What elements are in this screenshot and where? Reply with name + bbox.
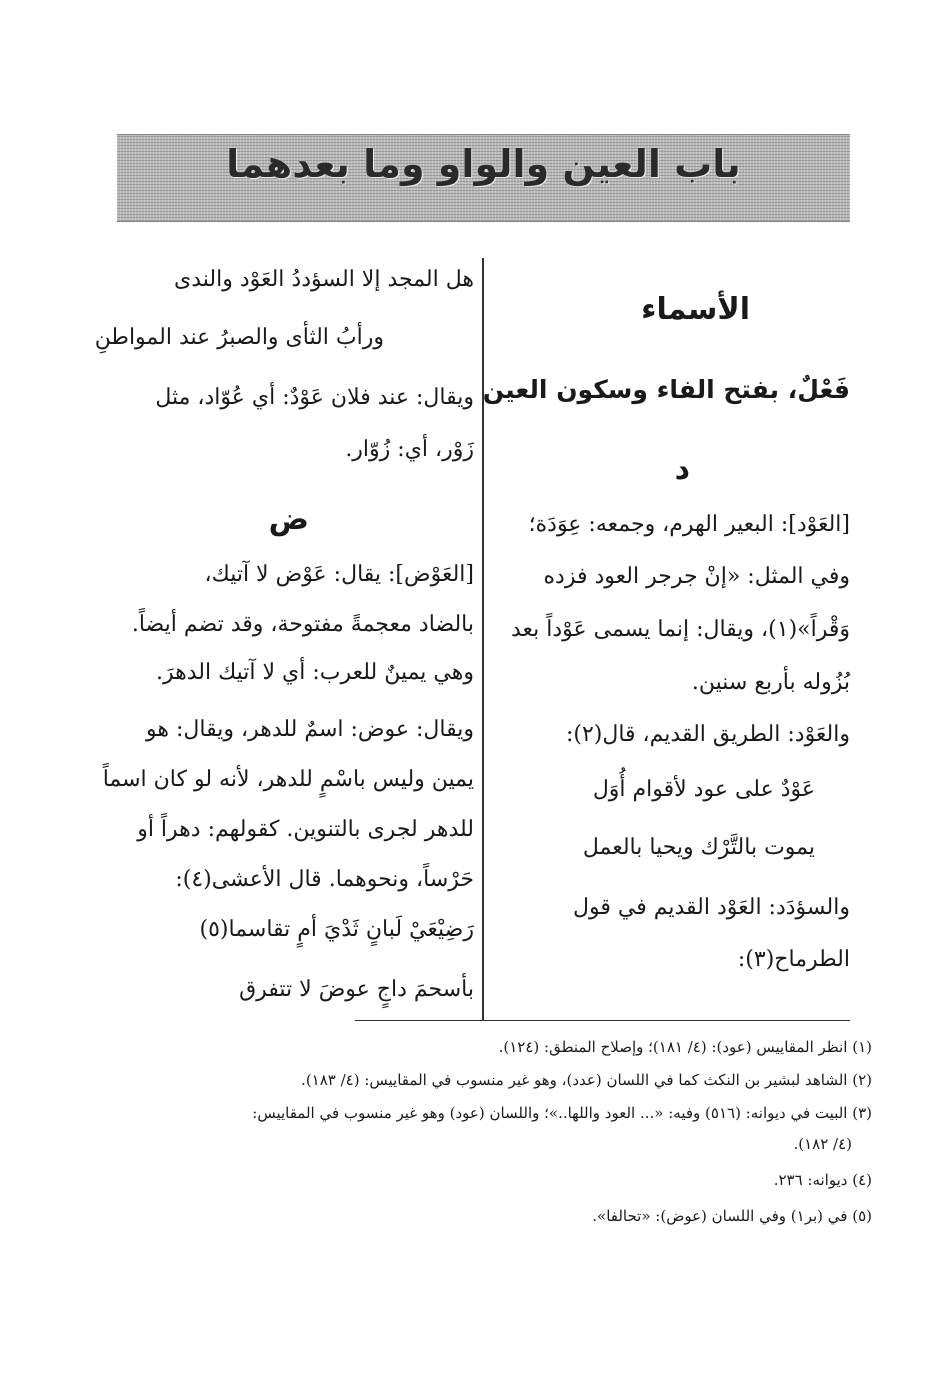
- entry-line: [العَوْد]: البعير الهرم، وجمعه: عِوَدَة؛: [528, 512, 850, 537]
- entry-line: حَرْساً، ونحوهما. قال الأعشى(٤):: [175, 867, 474, 892]
- entry-line: وفي المثل: «إنْ جرجر العود فزده: [543, 564, 850, 589]
- verse-line: بأسحمَ داجٍ عوضَ لا تتفرق: [239, 977, 474, 1002]
- verse-line: عَوْدٌ على عود لأقوام أُوَل: [592, 777, 815, 802]
- entry-line: بُزُوله بأربع سنين.: [691, 670, 850, 695]
- entry-line: ويقال: عوض: اسمٌ للدهر، ويقال: هو: [146, 717, 474, 742]
- entry-line: للدهر لجرى بالتنوين. كقولهم: دهراً أو: [137, 817, 474, 842]
- section-title: الأسماء: [641, 292, 750, 327]
- entry-line: يمين وليس باسْمٍ للدهر، لأنه لو كان اسماً: [102, 767, 474, 792]
- entry-line: الطرماح(٣):: [737, 947, 850, 972]
- entry-line: والعَوْد: الطريق القديم، قال(٢):: [565, 722, 850, 747]
- entry-line: زَوْر، أي: زُوّار.: [345, 437, 474, 462]
- entry-line: وَقْراً»(١)، ويقال: إنما يسمى عَوْداً بعد: [510, 617, 850, 642]
- verse-line: ورأبُ الثأى والصبرُ عند المواطنِ: [94, 325, 384, 350]
- letter-heading-dad: ض: [268, 502, 309, 537]
- footnote-rule: [355, 1020, 850, 1021]
- verse-line: هل المجد إلا السؤددُ العَوْد والندى: [173, 267, 474, 292]
- footnote: (١) انظر المقاييس (عود): (٤/ ١٨١)؛ وإصلاح المنطق: (١٢٤).: [498, 1038, 872, 1056]
- footnote: (٣) البيت في ديوانه: (٥١٦) وفيه: «... العود واللها..»؛ واللسان (عود) وهو غير منسوب في المقاييس:: [252, 1104, 872, 1122]
- footnote: (٤) ديوانه: ٢٣٦.: [773, 1171, 872, 1189]
- footnote-continuation: (٤/ ١٨٢).: [793, 1135, 852, 1153]
- letter-heading-dal: د: [674, 452, 690, 487]
- entry-line: وهي يمينٌ للعرب: أي لا آتيك الدهرَ.: [155, 660, 474, 685]
- footnote: (٢) الشاهد لبشير بن النكث كما في اللسان (عدد)، وهو غير منسوب في المقاييس: (٤/ ١٨٣).: [301, 1071, 872, 1089]
- subsection-title: فَعْلٌ، بفتح الفاء وسكون العين: [482, 375, 850, 404]
- verse-line: يموت بالتَّرْك ويحيا بالعمل: [582, 835, 815, 860]
- chapter-title: باب العين والواو وما بعدهما: [226, 142, 741, 186]
- entry-line: [العَوْض]: يقال: عَوْض لا آتيك،: [204, 562, 474, 587]
- entry-line: والسؤدَد: العَوْد القديم في قول: [573, 895, 850, 920]
- column-divider: [482, 258, 484, 1020]
- footnote: (٥) في (بر١) وفي اللسان (عوض): «تحالفا».: [592, 1207, 872, 1225]
- entry-line: بالضاد معجمةً مفتوحة، وقد تضم أيضاً.: [131, 612, 474, 637]
- entry-line: ويقال: عند فلان عَوْدٌ: أي عُوّاد، مثل: [155, 385, 474, 410]
- verse-line: رَضِيْعَيْ لَبانٍ ثَدْيَ أمٍ تقاسما(٥): [199, 917, 474, 942]
